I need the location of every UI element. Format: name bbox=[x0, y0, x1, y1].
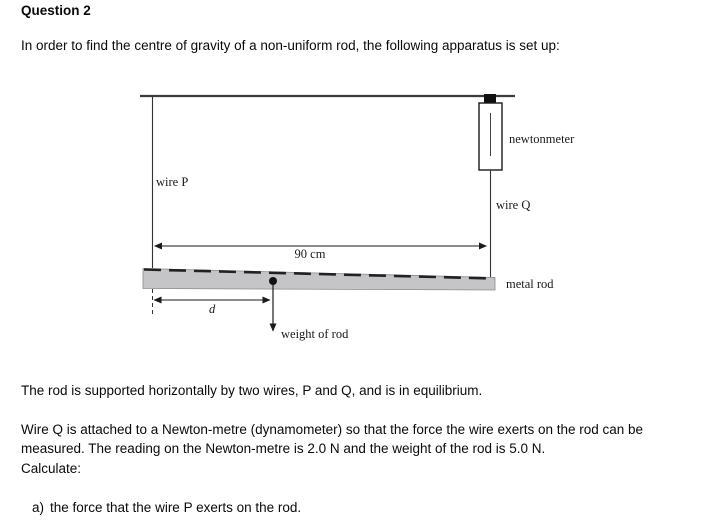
wire-q-label: wire Q bbox=[496, 198, 531, 212]
apparatus-diagram bbox=[130, 85, 590, 355]
question-title: Question 2 bbox=[21, 3, 91, 18]
calculate-label: Calculate: bbox=[21, 460, 82, 476]
question-a-marker: a) bbox=[32, 500, 45, 515]
weight-label: weight of rod bbox=[281, 327, 349, 341]
question-part-a bbox=[32, 500, 301, 515]
span-label: 90 cm bbox=[294, 247, 326, 261]
newton-metre-line-2: measured. The reading on the Newton-metre is 2.0 N and the weight of the rod is 5.0 N. bbox=[21, 441, 546, 457]
newton-metre-line-1: Wire Q is attached to a Newton-metre (dynamometer) so that the force the wire exerts on the rod can be bbox=[21, 422, 644, 437]
equilibrium-paragraph: The rod is supported horizontally by two wires, P and Q, and is in equilibrium. bbox=[21, 383, 483, 398]
wire-p-label: wire P bbox=[156, 175, 189, 189]
question-a-text: the force that the wire P exerts on the rod. bbox=[50, 500, 302, 515]
intro-text: In order to find the centre of gravity of a non-uniform rod, the following apparatus is set up: bbox=[21, 38, 560, 53]
metal-rod-label: metal rod bbox=[506, 277, 554, 291]
d-label: d bbox=[209, 302, 216, 316]
newtonmeter-label: newtonmeter bbox=[509, 132, 575, 146]
newton-metre-paragraph bbox=[21, 420, 693, 478]
centre-of-gravity-dot bbox=[269, 277, 277, 285]
